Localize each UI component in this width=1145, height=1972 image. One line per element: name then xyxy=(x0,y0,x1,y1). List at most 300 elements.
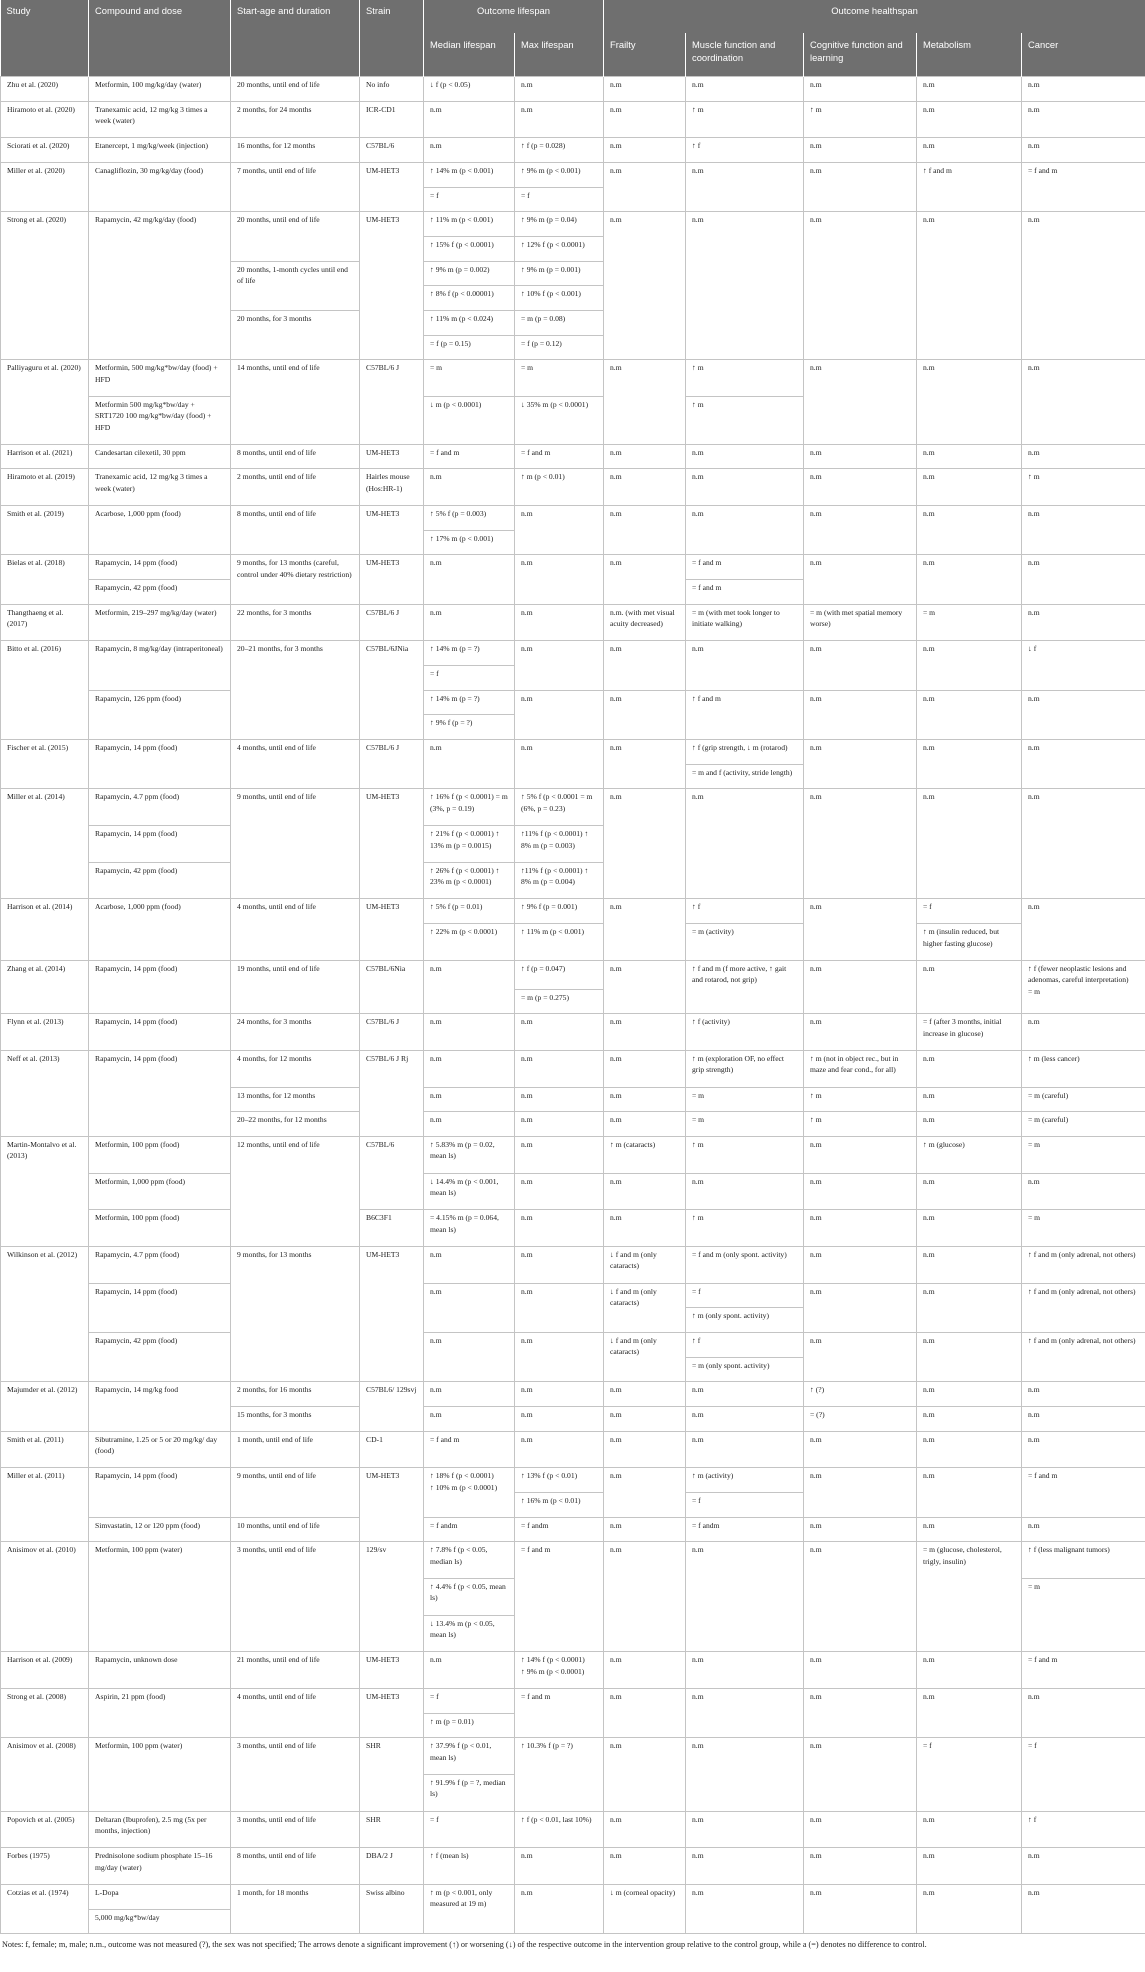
cell-frailty: n.m xyxy=(604,1738,686,1811)
cell-start: 15 months, for 3 months xyxy=(231,1406,360,1431)
cell-start: 20 months, 1-month cycles until end of life xyxy=(231,261,360,310)
cell-frailty: n.m xyxy=(604,1014,686,1051)
cell-compound: Canagliflozin, 30 mg/kg/day (food) xyxy=(89,163,231,212)
cell-metabolism: n.m xyxy=(917,1688,1022,1737)
cell-median: n.m xyxy=(424,740,515,789)
cell-strain: C57BL6/ 129svj xyxy=(360,1382,424,1431)
cell-median: n.m xyxy=(424,1382,515,1407)
cell-cancer: n.m xyxy=(1022,604,1145,641)
cell-max: ↑ 14% f (p < 0.0001) ↑ 9% m (p < 0.0001) xyxy=(515,1652,604,1689)
cell-frailty: n.m xyxy=(604,1811,686,1848)
cell-study: Flynn et al. (2013) xyxy=(1,1014,89,1051)
cell-strain: B6C3F1 xyxy=(360,1210,424,1247)
cell-study: Forbes (1975) xyxy=(1,1848,89,1885)
cell-frailty: n.m xyxy=(604,1406,686,1431)
cell-metabolism: n.m xyxy=(917,1811,1022,1848)
cell-median: n.m xyxy=(424,1246,515,1283)
cell-cognitive: = m (with met spatial memory worse) xyxy=(804,604,917,641)
cell-compound: L-Dopa xyxy=(89,1884,231,1909)
cell-median: ↑ 14% m (p = ?) xyxy=(424,641,515,666)
cell-start: 10 months, until end of life xyxy=(231,1517,360,1542)
cell-muscle: = m xyxy=(686,1087,804,1112)
cell-muscle: ↑ f xyxy=(686,899,804,924)
cell-compound: Rapamycin, unknown dose xyxy=(89,1652,231,1689)
cell-cancer: n.m xyxy=(1022,1014,1145,1051)
cell-muscle: = m xyxy=(686,1112,804,1137)
cell-max: = m (p = 0.08) xyxy=(515,311,604,336)
cell-start: 21 months, until end of life xyxy=(231,1652,360,1689)
cell-cognitive: n.m xyxy=(804,1884,917,1933)
table-body xyxy=(1,77,1145,1934)
cell-max: n.m xyxy=(515,1332,604,1381)
cell-frailty: n.m xyxy=(604,1050,686,1087)
cell-compound: Rapamycin, 42 ppm (food) xyxy=(89,1332,231,1381)
cell-study: Strong et al. (2020) xyxy=(1,212,89,360)
cell-max: = f and m xyxy=(515,1542,604,1652)
cell-max: = m (p = 0.275) xyxy=(515,989,604,1014)
cell-frailty: ↓ f and m (only cataracts) xyxy=(604,1246,686,1283)
cell-cognitive: n.m xyxy=(804,1652,917,1689)
cell-median: ↑ 8% f (p < 0.00001) xyxy=(424,286,515,311)
cell-max: ↑ m (p < 0.01) xyxy=(515,469,604,506)
cell-frailty: n.m xyxy=(604,690,686,739)
cell-metabolism: n.m xyxy=(917,1210,1022,1247)
cell-cancer: n.m xyxy=(1022,138,1145,163)
table-row xyxy=(1,1738,1145,1775)
cell-compound: Rapamycin, 14 ppm (food) xyxy=(89,1468,231,1517)
cell-start: 7 months, until end of life xyxy=(231,163,360,212)
cell-muscle: = f xyxy=(686,1492,804,1517)
cell-start: 14 months, until end of life xyxy=(231,360,360,444)
cell-metabolism: n.m xyxy=(917,1468,1022,1517)
cell-frailty: n.m xyxy=(604,1210,686,1247)
cell-metabolism: n.m xyxy=(917,960,1022,1013)
cell-start: 20 months, until end of life xyxy=(231,212,360,261)
cell-frailty: n.m xyxy=(604,1112,686,1137)
cell-muscle: n.m xyxy=(686,1848,804,1885)
cell-max: n.m xyxy=(515,1431,604,1468)
table-row xyxy=(1,444,1145,469)
cell-start: 8 months, until end of life xyxy=(231,444,360,469)
cell-frailty: ↑ m (cataracts) xyxy=(604,1136,686,1173)
cell-study: Majumder et al. (2012) xyxy=(1,1382,89,1431)
table-row xyxy=(1,641,1145,666)
cell-frailty: ↓ f and m (only cataracts) xyxy=(604,1332,686,1381)
cell-muscle: n.m xyxy=(686,506,804,555)
cell-max: = f (p = 0.12) xyxy=(515,335,604,360)
cell-cognitive: n.m xyxy=(804,899,917,960)
cell-start: 9 months, until end of life xyxy=(231,1468,360,1517)
cell-study: Harrison et al. (2014) xyxy=(1,899,89,960)
cell-median: ↑ 18% f (p < 0.0001) ↑ 10% m (p < 0.0001) xyxy=(424,1468,515,1517)
cell-study: Miller et al. (2020) xyxy=(1,163,89,212)
cell-cognitive: n.m xyxy=(804,212,917,360)
cell-strain: Hairles mouse (Hos:HR-1) xyxy=(360,469,424,506)
cell-max: ↑11% f (p < 0.0001) ↑ 8% m (p = 0.003) xyxy=(515,826,604,863)
cell-cognitive: n.m xyxy=(804,1210,917,1247)
cell-max: ↓ 35% m (p < 0.0001) xyxy=(515,397,604,445)
cell-max: ↑ 16% m (p < 0.01) xyxy=(515,1492,604,1517)
cell-strain: UM-HET3 xyxy=(360,899,424,960)
cell-frailty: n.m xyxy=(604,1173,686,1210)
cell-cancer: = m xyxy=(1022,1210,1145,1247)
cell-frailty: ↓ m (corneal opacity) xyxy=(604,1884,686,1933)
cell-max: n.m xyxy=(515,1283,604,1332)
cell-median: = m xyxy=(424,360,515,397)
cell-metabolism: n.m xyxy=(917,77,1022,102)
cell-cancer: n.m xyxy=(1022,77,1145,102)
cell-compound: Deltaran (Ibuprofen), 2.5 mg (5x per months, injection) xyxy=(89,1811,231,1848)
cell-max: n.m xyxy=(515,641,604,690)
cell-strain: UM-HET3 xyxy=(360,789,424,899)
table-row xyxy=(1,1688,1145,1713)
cell-start: 2 months, for 24 months xyxy=(231,101,360,138)
cell-frailty: n.m xyxy=(604,789,686,899)
col-header-study: Study xyxy=(1,0,89,77)
cell-median: ↑ 9% m (p = 0.002) xyxy=(424,261,515,286)
cell-muscle: = f andm xyxy=(686,1517,804,1542)
cell-metabolism: n.m xyxy=(917,1517,1022,1542)
cell-cognitive: n.m xyxy=(804,1283,917,1332)
cell-muscle: ↑ f xyxy=(686,138,804,163)
cell-median: n.m xyxy=(424,138,515,163)
cell-metabolism: n.m xyxy=(917,469,1022,506)
cell-strain: C57BL/6 J Rj xyxy=(360,1050,424,1136)
cell-cognitive: n.m xyxy=(804,1332,917,1381)
cell-study: Palliyaguru et al. (2020) xyxy=(1,360,89,444)
cell-frailty: n.m xyxy=(604,1087,686,1112)
cell-median: = f (p = 0.15) xyxy=(424,335,515,360)
cell-strain: UM-HET3 xyxy=(360,163,424,212)
cell-metabolism: n.m xyxy=(917,212,1022,360)
table-row xyxy=(1,506,1145,531)
cell-compound: Metformin, 100 ppm (food) xyxy=(89,1136,231,1173)
cell-study: Martin-Montalvo et al. (2013) xyxy=(1,1136,89,1246)
col-header-max-lifespan: Max lifespan xyxy=(515,33,604,77)
table-row xyxy=(1,1173,1145,1210)
cell-median: ↑ 9% f (p = ?) xyxy=(424,715,515,740)
cell-muscle: = m (with met took longer to initiate walking) xyxy=(686,604,804,641)
cell-max: ↑ 9% m (p = 0.001) xyxy=(515,261,604,286)
cell-max: ↑ f (p = 0.047) xyxy=(515,960,604,989)
cell-strain: UM-HET3 xyxy=(360,1688,424,1737)
cell-muscle: n.m xyxy=(686,444,804,469)
cell-muscle: = f and m xyxy=(686,580,804,605)
cell-median: = f xyxy=(424,187,515,212)
cell-frailty: n.m xyxy=(604,740,686,789)
cell-compound: Metformin, 219–297 mg/kg/day (water) xyxy=(89,604,231,641)
cell-start: 20–21 months, for 3 months xyxy=(231,641,360,740)
cell-median: ↓ 13.4% m (p < 0.05, mean ls) xyxy=(424,1615,515,1652)
cell-cancer: ↑ m xyxy=(1022,469,1145,506)
cell-max: ↑ 10% f (p < 0.001) xyxy=(515,286,604,311)
cell-max: n.m xyxy=(515,1136,604,1173)
cell-start: 9 months, for 13 months xyxy=(231,1246,360,1381)
cell-study: Thangthaeng et al. (2017) xyxy=(1,604,89,641)
cell-muscle: n.m xyxy=(686,77,804,102)
cell-median: n.m xyxy=(424,101,515,138)
cell-cognitive: n.m xyxy=(804,1431,917,1468)
cell-strain: CD-1 xyxy=(360,1431,424,1468)
cell-cognitive: n.m xyxy=(804,1517,917,1542)
cell-muscle: n.m xyxy=(686,212,804,360)
cell-cognitive: n.m xyxy=(804,163,917,212)
cell-compound: Rapamycin, 14 ppm (food) xyxy=(89,826,231,863)
cell-cancer: n.m xyxy=(1022,899,1145,960)
cell-strain: UM-HET3 xyxy=(360,1468,424,1542)
cell-median: ↑ 14% m (p < 0.001) xyxy=(424,163,515,188)
cell-cancer: n.m xyxy=(1022,1688,1145,1737)
cell-study: Zhang et al. (2014) xyxy=(1,960,89,1013)
cell-metabolism: n.m xyxy=(917,1112,1022,1137)
cell-start: 3 months, until end of life xyxy=(231,1738,360,1811)
cell-cognitive: ↑ m xyxy=(804,1112,917,1137)
cell-frailty: n.m xyxy=(604,1382,686,1407)
cell-compound: Acarbose, 1,000 ppm (food) xyxy=(89,899,231,960)
cell-start: 20 months, for 3 months xyxy=(231,311,360,360)
cell-median: ↑ 22% m (p < 0.0001) xyxy=(424,924,515,961)
cell-cognitive: n.m xyxy=(804,138,917,163)
cell-frailty: n.m xyxy=(604,641,686,690)
cell-max: n.m xyxy=(515,1173,604,1210)
cell-study: Hiramoto et al. (2020) xyxy=(1,101,89,138)
cell-cognitive: n.m xyxy=(804,360,917,444)
cell-muscle: n.m xyxy=(686,163,804,212)
cell-max: ↑ 9% m (p = 0.04) xyxy=(515,212,604,237)
cell-study: Strong et al. (2008) xyxy=(1,1688,89,1737)
cell-median: ↑ 5.83% m (p = 0.02, mean ls) xyxy=(424,1136,515,1173)
cell-cognitive: n.m xyxy=(804,1246,917,1283)
cell-muscle: n.m xyxy=(686,1431,804,1468)
table-row xyxy=(1,212,1145,237)
cell-metabolism: n.m xyxy=(917,1283,1022,1332)
cell-max: n.m xyxy=(515,77,604,102)
cell-cognitive: n.m xyxy=(804,1688,917,1737)
cell-compound: Rapamycin, 14 mg/kg food xyxy=(89,1382,231,1431)
cell-cognitive: n.m xyxy=(804,555,917,604)
cell-compound: Candesartan cilexetil, 30 ppm xyxy=(89,444,231,469)
table-row xyxy=(1,138,1145,163)
cell-start: 24 months, for 3 months xyxy=(231,1014,360,1051)
table-row xyxy=(1,604,1145,641)
cell-max: n.m xyxy=(515,690,604,739)
group-header-lifespan: Outcome lifespan xyxy=(424,0,604,33)
cell-max: ↑ 10.3% f (p = ?) xyxy=(515,1738,604,1811)
cell-study: Cotzias et al. (1974) xyxy=(1,1884,89,1933)
cell-max: ↑ f (p < 0.01, last 10%) xyxy=(515,1811,604,1848)
cell-median: ↑ 14% m (p = ?) xyxy=(424,690,515,715)
cell-metabolism: n.m xyxy=(917,101,1022,138)
cell-max: n.m xyxy=(515,1382,604,1407)
cell-cancer: n.m xyxy=(1022,1173,1145,1210)
cell-cancer: n.m xyxy=(1022,690,1145,739)
cell-start: 9 months, for 13 months (careful, control under 40% dietary restriction) xyxy=(231,555,360,604)
cell-cognitive: n.m xyxy=(804,1468,917,1517)
cell-cognitive: n.m xyxy=(804,469,917,506)
cell-median: n.m xyxy=(424,1014,515,1051)
table-row xyxy=(1,1884,1145,1909)
table-row xyxy=(1,1283,1145,1308)
cell-metabolism: n.m xyxy=(917,1246,1022,1283)
table-row xyxy=(1,1246,1145,1283)
cell-strain: C57BL/6 xyxy=(360,1136,424,1209)
cell-frailty: n.m xyxy=(604,1517,686,1542)
cell-median: n.m xyxy=(424,1050,515,1087)
table-row xyxy=(1,1014,1145,1051)
cell-start: 20–22 months, for 12 months xyxy=(231,1112,360,1137)
cell-study: Bitto et al. (2016) xyxy=(1,641,89,740)
cell-cancer: = f and m xyxy=(1022,1652,1145,1689)
cell-median: n.m xyxy=(424,960,515,1013)
cell-cancer: n.m xyxy=(1022,506,1145,555)
cell-median: ↑ f (mean ls) xyxy=(424,1848,515,1885)
cell-metabolism: n.m xyxy=(917,1050,1022,1087)
cell-compound: Rapamycin, 126 ppm (food) xyxy=(89,690,231,739)
cell-median: n.m xyxy=(424,1087,515,1112)
cell-compound: Rapamycin, 4.7 ppm (food) xyxy=(89,789,231,826)
cell-cancer: n.m xyxy=(1022,444,1145,469)
cell-compound: Metformin, 100 ppm (water) xyxy=(89,1542,231,1652)
cell-cancer: n.m xyxy=(1022,789,1145,899)
cell-frailty: n.m xyxy=(604,444,686,469)
cell-median: ↑ m (p = 0.01) xyxy=(424,1713,515,1738)
table-header xyxy=(1,0,1145,77)
group-header-healthspan: Outcome healthspan xyxy=(604,0,1145,33)
cell-compound: Aspirin, 21 ppm (food) xyxy=(89,1688,231,1737)
cell-start: 22 months, for 3 months xyxy=(231,604,360,641)
cell-max: ↑ 9% m (p < 0.001) xyxy=(515,163,604,188)
cell-study: Miller et al. (2011) xyxy=(1,1468,89,1542)
cell-max: ↑ 9% f (p = 0.001) xyxy=(515,899,604,924)
cell-muscle: n.m xyxy=(686,1738,804,1811)
table-row xyxy=(1,1136,1145,1173)
cell-muscle: ↑ m (exploration OF, no effect grip strength) xyxy=(686,1050,804,1087)
cell-study: Hiramoto et al. (2019) xyxy=(1,469,89,506)
col-header-cognitive: Cognitive function and learning xyxy=(804,33,917,77)
cell-frailty: n.m xyxy=(604,138,686,163)
cell-cognitive: n.m xyxy=(804,506,917,555)
cell-cancer: = f and m xyxy=(1022,1468,1145,1517)
cell-cognitive: ↑ m (not in object rec., but in maze and fear cond., for all) xyxy=(804,1050,917,1087)
cell-cognitive: n.m xyxy=(804,641,917,690)
cell-cognitive: n.m xyxy=(804,960,917,1013)
cell-frailty: n.m xyxy=(604,101,686,138)
cell-metabolism: n.m xyxy=(917,1431,1022,1468)
cell-compound: Rapamycin, 14 ppm (food) xyxy=(89,555,231,580)
cell-strain: No info xyxy=(360,77,424,102)
cell-strain: C57BL/6Nia xyxy=(360,960,424,1013)
cell-study: Fischer et al. (2015) xyxy=(1,740,89,789)
cell-frailty: n.m xyxy=(604,1542,686,1652)
table-row xyxy=(1,1542,1145,1579)
cell-max: = m xyxy=(515,360,604,397)
cell-cancer: ↑ f (fewer neoplastic lesions and adenomas, careful interpretation) = m xyxy=(1022,960,1145,1013)
cell-median: ↑ 91.9% f (p = ?, median ls) xyxy=(424,1774,515,1811)
cell-study: Anisimov et al. (2010) xyxy=(1,1542,89,1652)
cell-metabolism: n.m xyxy=(917,444,1022,469)
cell-strain: UM-HET3 xyxy=(360,444,424,469)
cell-median: ↑ m (p < 0.001, only measured at 19 m) xyxy=(424,1884,515,1933)
cell-cognitive: n.m xyxy=(804,1136,917,1173)
cell-muscle: ↑ m xyxy=(686,360,804,397)
table-row xyxy=(1,101,1145,138)
col-header-median-lifespan: Median lifespan xyxy=(424,33,515,77)
cell-median: ↓ 14.4% m (p < 0.001, mean ls) xyxy=(424,1173,515,1210)
cell-max: = f xyxy=(515,187,604,212)
cell-max: n.m xyxy=(515,1050,604,1087)
cell-muscle: ↑ m xyxy=(686,397,804,445)
cell-strain: UM-HET3 xyxy=(360,555,424,604)
cell-strain: C57BL/6 J xyxy=(360,360,424,444)
cell-start: 12 months, until end of life xyxy=(231,1136,360,1246)
cell-muscle: = m (only spont. activity) xyxy=(686,1357,804,1382)
cell-start: 4 months, until end of life xyxy=(231,899,360,960)
cell-compound: Metformin 500 mg/kg*bw/day + SRT1720 100 mg/kg*bw/day (food) + HFD xyxy=(89,397,231,445)
cell-muscle: = f xyxy=(686,1283,804,1308)
cell-start: 20 months, until end of life xyxy=(231,77,360,102)
cell-muscle: ↑ f and m (f more active, ↑ gait and rotarod, not grip) xyxy=(686,960,804,1013)
cell-compound: Rapamycin, 42 ppm (food) xyxy=(89,580,231,605)
cell-median: n.m xyxy=(424,555,515,604)
cell-start: 3 months, until end of life xyxy=(231,1542,360,1652)
table-row xyxy=(1,1468,1145,1493)
cell-max: n.m xyxy=(515,1087,604,1112)
cell-max: ↑ 13% f (p < 0.01) xyxy=(515,1468,604,1493)
cell-cancer: ↑ f and m (only adrenal, not others) xyxy=(1022,1283,1145,1332)
cell-median: n.m xyxy=(424,469,515,506)
cell-compound: Rapamycin, 14 ppm (food) xyxy=(89,960,231,1013)
cell-metabolism: n.m xyxy=(917,1652,1022,1689)
cell-median: n.m xyxy=(424,1406,515,1431)
table-row xyxy=(1,1811,1145,1848)
cell-metabolism: n.m xyxy=(917,506,1022,555)
cell-strain: SHR xyxy=(360,1811,424,1848)
cell-max: n.m xyxy=(515,506,604,555)
cell-cognitive: = (?) xyxy=(804,1406,917,1431)
cell-muscle: n.m xyxy=(686,789,804,899)
table-row xyxy=(1,77,1145,102)
cell-metabolism: n.m xyxy=(917,138,1022,163)
cell-max: n.m xyxy=(515,1246,604,1283)
cell-median: ↑ 16% f (p < 0.0001) = m (3%, p = 0.19) xyxy=(424,789,515,826)
cell-muscle: ↑ m xyxy=(686,1210,804,1247)
cell-start: 8 months, until end of life xyxy=(231,506,360,555)
cell-compound: Metformin, 500 mg/kg*bw/day (food) + HFD xyxy=(89,360,231,397)
cell-cognitive: n.m xyxy=(804,1811,917,1848)
cell-frailty: n.m xyxy=(604,1652,686,1689)
cell-frailty: n.m xyxy=(604,555,686,604)
cell-median: ↑ 26% f (p < 0.0001) ↑ 23% m (p < 0.0001) xyxy=(424,862,515,899)
cell-start: 19 months, until end of life xyxy=(231,960,360,1013)
cell-cancer: n.m xyxy=(1022,101,1145,138)
cell-cognitive: n.m xyxy=(804,1173,917,1210)
cell-study: Harrison et al. (2009) xyxy=(1,1652,89,1689)
cell-max: n.m xyxy=(515,1210,604,1247)
cell-compound: Tranexamic acid, 12 mg/kg 3 times a week (water) xyxy=(89,469,231,506)
cell-muscle: ↑ m (activity) xyxy=(686,1468,804,1493)
cell-muscle: n.m xyxy=(686,1173,804,1210)
table-row xyxy=(1,469,1145,506)
cell-frailty: n.m xyxy=(604,506,686,555)
cell-muscle: n.m xyxy=(686,1652,804,1689)
cell-metabolism: n.m xyxy=(917,1406,1022,1431)
cell-muscle: n.m xyxy=(686,641,804,690)
cell-max: n.m xyxy=(515,1014,604,1051)
cell-compound: Rapamycin, 14 ppm (food) xyxy=(89,1283,231,1332)
cell-compound: Simvastatin, 12 or 120 ppm (food) xyxy=(89,1517,231,1542)
cell-strain: Swiss albino xyxy=(360,1884,424,1933)
cell-compound: Sibutramine, 1.25 or 5 or 20 mg/kg/ day (food) xyxy=(89,1431,231,1468)
